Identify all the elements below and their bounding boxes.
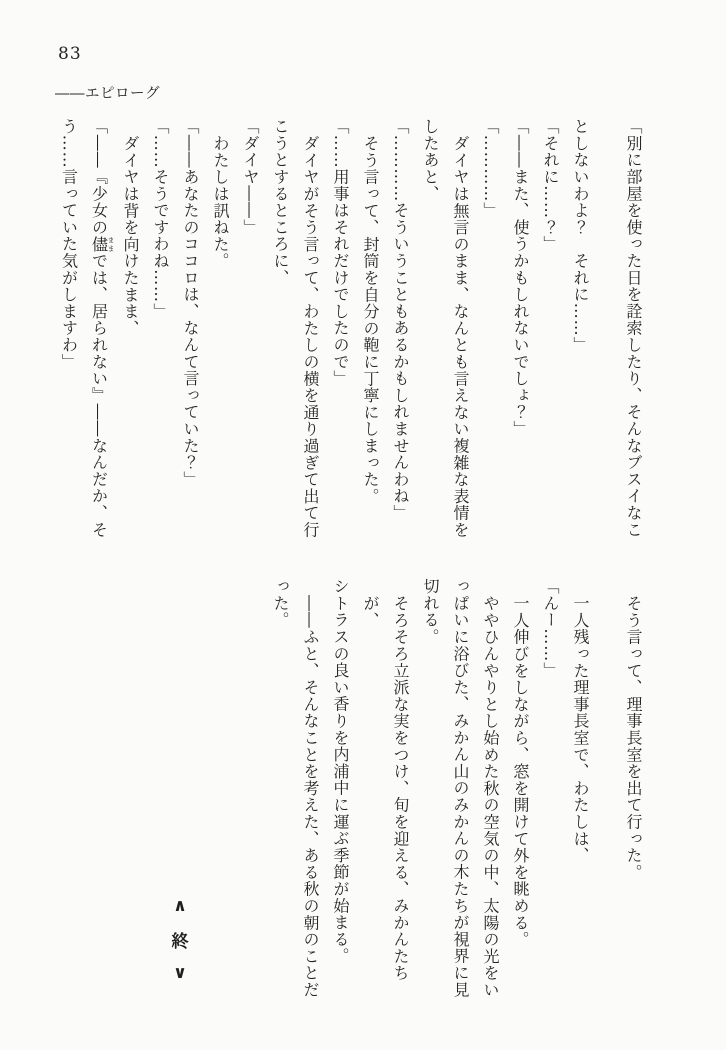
- text-line: ややひんやりとし始めた秋の空気の中、太陽の光をい: [481, 595, 500, 999]
- text-line: 「――また、使うかもしれないでしょ？」: [511, 118, 530, 438]
- text-line: ダイヤがそう言って、わたしの横を通り過ぎて出て行: [301, 135, 320, 539]
- text-line: 「ダイヤ――」: [241, 118, 260, 236]
- text-line: 「……そうですわね……」: [151, 118, 170, 320]
- closing-text-block: [265, 578, 648, 1000]
- text-line: したあと、: [421, 118, 440, 202]
- text-line: 「……用事はそれだけでしたので」: [331, 118, 350, 387]
- text-line: ダイヤは背を向けたまま、: [121, 135, 140, 337]
- text-line: 「…………」: [481, 118, 500, 219]
- text-line: 「別に部屋を使った日を詮索したり、そんなブスイなこ: [624, 118, 643, 538]
- end-mark: [163, 896, 197, 983]
- text-line: こうとするところに、: [271, 118, 290, 286]
- text-line: そう言って、理事長室を出て行った。: [624, 595, 643, 881]
- text-line: そろそろ立派な実をつけ、旬を迎える、みかんたちが、: [361, 595, 410, 982]
- chapter-header: ――エピローグ: [55, 86, 160, 102]
- end-mark-open-bracket: ∧: [173, 896, 187, 916]
- text-line: っぱいに浴びた、みかん山のみかんの木たちが視界に見: [451, 578, 470, 998]
- furigana-ruby: 儘まま: [89, 235, 115, 253]
- text-line: 「それに……？」: [541, 118, 560, 253]
- page-number: 83: [58, 44, 82, 64]
- text-line: 「んー……」: [541, 578, 560, 679]
- text-line: った。: [271, 578, 290, 629]
- text-line: としないわよ？ それに……」: [571, 118, 590, 354]
- text-line: 一人伸びをしながら、窓を開けて外を眺める。: [511, 595, 530, 948]
- text-line: 一人残った理事長室で、わたしは、: [571, 595, 590, 864]
- dialogue-text-block: [54, 118, 649, 540]
- text-line: う……言っていた気がしますわ」: [59, 118, 79, 370]
- text-line: ダイヤは無言のまま、なんとも言えない複雑な表情を: [451, 135, 470, 539]
- text-line: 「――あなたのココロは、なんて言っていた？」: [181, 118, 200, 488]
- text-line: 「――『少女の儘ままでは、居られない』――なんだか、そ: [89, 118, 115, 539]
- end-mark-kanji: 終: [171, 932, 189, 952]
- end-mark-close-bracket: ∨: [173, 963, 187, 983]
- text-line: そう言って、封筒を自分の鞄に丁寧にしまった。: [361, 135, 380, 505]
- text-line: シトラスの良い香りを内浦中に運ぶ季節が始まる。: [331, 578, 350, 965]
- text-line: わたしは訊ねた。: [211, 135, 230, 270]
- text-line: 切れる。: [421, 578, 440, 646]
- text-line: ――ふと、そんなことを考えた、ある秋の朝のことだ: [301, 595, 320, 999]
- text-line: 「…………そういうこともあるかもしれませんわね」: [391, 118, 410, 522]
